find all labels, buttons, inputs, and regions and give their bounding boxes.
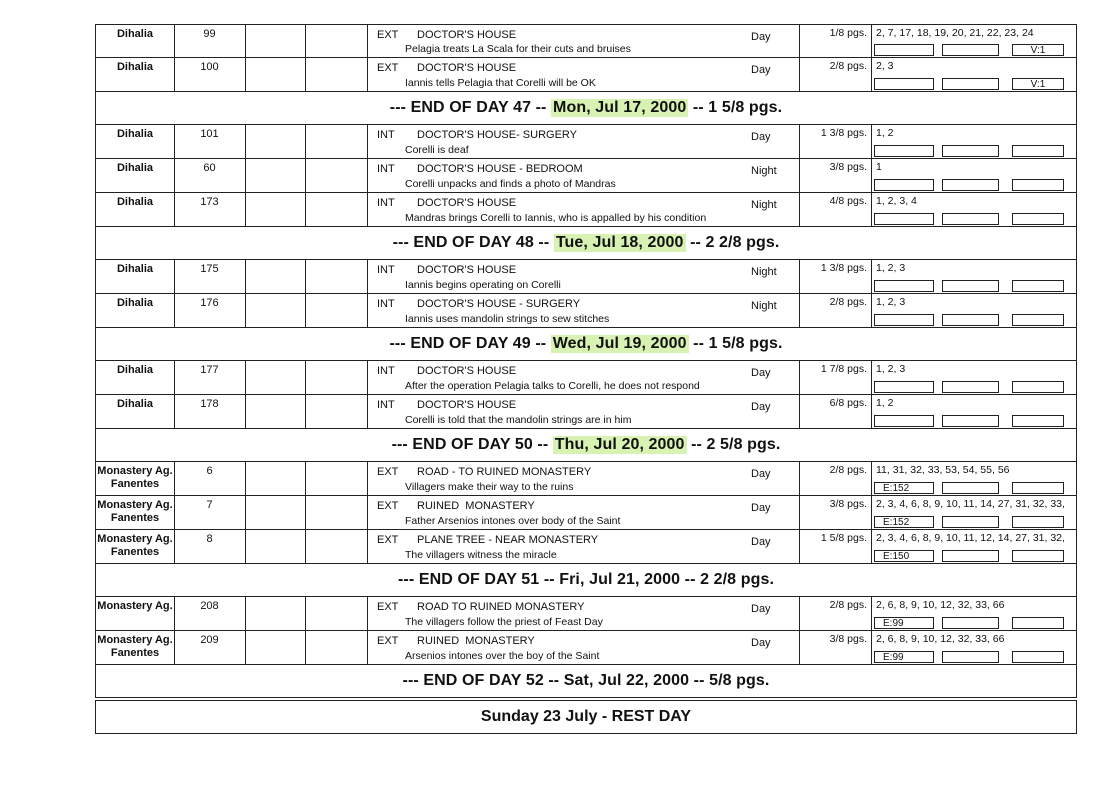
- scene-pages: 4/8 pgs.: [829, 195, 867, 207]
- column-divider: [305, 193, 306, 226]
- end-of-day-label: --- END OF DAY 51 --: [398, 571, 560, 588]
- scene-cast-ids: 2, 6, 8, 9, 10, 12, 32, 33, 66: [876, 633, 1005, 645]
- end-of-day-banner: [95, 665, 1077, 698]
- scene-cast-ids: 2, 3, 4, 6, 8, 9, 10, 11, 12, 14, 27, 31, 32,: [876, 532, 1065, 544]
- scene-int-ext: EXT: [377, 601, 399, 613]
- column-divider: [871, 159, 872, 192]
- scene-day-night: Day: [751, 367, 771, 379]
- empty-box: [942, 179, 999, 191]
- stripboard-schedule: [95, 24, 1077, 734]
- scene-description: Iannis uses mandolin strings to sew stitches: [405, 313, 610, 325]
- scene-number: 176: [200, 297, 219, 309]
- scene-int-ext: EXT: [377, 466, 399, 478]
- extras-box: [874, 280, 934, 292]
- scene-day-night: Day: [751, 401, 771, 413]
- column-divider: [305, 125, 306, 158]
- extras-box: E:152: [874, 482, 934, 494]
- end-of-day-date: Mon, Jul 17, 2000: [553, 99, 687, 116]
- column-divider: [871, 58, 872, 91]
- scene-int-ext: EXT: [377, 635, 399, 647]
- column-divider: [367, 395, 368, 428]
- scene-description: Mandras brings Corelli to Iannis, who is appalled by his condition: [405, 212, 707, 224]
- column-divider: [367, 597, 368, 630]
- column-divider: [245, 58, 246, 91]
- extras-box: E:150: [874, 550, 934, 562]
- column-divider: [305, 361, 306, 394]
- scene-set: Dihalia: [116, 398, 154, 410]
- scene-description: Villagers make their way to the ruins: [405, 481, 574, 493]
- column-divider: [245, 496, 246, 529]
- column-divider: [305, 58, 306, 91]
- scene-strip[interactable]: [95, 159, 1077, 193]
- scene-set: Monastery Ag. Fanentes: [97, 499, 173, 524]
- column-divider: [245, 260, 246, 293]
- rest-day-banner: Sunday 23 July - REST DAY: [95, 700, 1077, 734]
- column-divider: [245, 125, 246, 158]
- empty-box: [942, 482, 999, 494]
- scene-pages: 1 3/8 pgs.: [820, 127, 867, 139]
- scene-strip[interactable]: [95, 462, 1077, 496]
- scene-day-night: Day: [751, 603, 771, 615]
- scene-pages: 1 7/8 pgs.: [820, 363, 867, 375]
- scene-strip[interactable]: [95, 24, 1077, 58]
- scene-pages: 2/8 pgs.: [829, 464, 867, 476]
- scene-int-ext: EXT: [377, 62, 399, 74]
- extras-box: [874, 44, 934, 56]
- empty-box: [942, 516, 999, 528]
- scene-day-night: Night: [751, 266, 777, 278]
- empty-box: [942, 415, 999, 427]
- end-of-day-banner: [95, 227, 1077, 260]
- column-divider: [871, 496, 872, 529]
- scene-location: DOCTOR'S HOUSE: [417, 399, 517, 411]
- column-divider: [245, 530, 246, 563]
- scene-location: DOCTOR'S HOUSE: [417, 264, 517, 276]
- scene-description: Arsenios intones over the boy of the Saint: [405, 650, 600, 662]
- scene-number: 60: [203, 162, 216, 174]
- scene-cast-ids: 2, 3: [876, 60, 894, 72]
- empty-box: [942, 617, 999, 629]
- scene-location: DOCTOR'S HOUSE - BEDROOM: [417, 163, 583, 175]
- scene-day-night: Night: [751, 165, 777, 177]
- extras-box: E:99: [874, 617, 934, 629]
- scene-number: 178: [200, 398, 219, 410]
- empty-box: [942, 550, 999, 562]
- column-divider: [305, 395, 306, 428]
- extras-box: [874, 415, 934, 427]
- scene-int-ext: INT: [377, 129, 395, 141]
- scene-cast-ids: 1, 2: [876, 127, 894, 139]
- vehicles-box: [1012, 145, 1064, 157]
- end-of-day-banner: [95, 429, 1077, 462]
- scene-location: RUINED MONASTERY: [417, 500, 535, 512]
- scene-int-ext: EXT: [377, 29, 399, 41]
- scene-cast-ids: 11, 31, 32, 33, 53, 54, 55, 56: [876, 464, 1010, 476]
- extras-box: E:152: [874, 516, 934, 528]
- end-of-day-pages: -- 2 5/8 pgs.: [686, 436, 781, 453]
- scene-int-ext: EXT: [377, 534, 399, 546]
- scene-set: Dihalia: [116, 162, 154, 174]
- scene-number: 8: [206, 533, 213, 545]
- scene-day-night: Day: [751, 502, 771, 514]
- end-of-day-pages: -- 1 5/8 pgs.: [688, 335, 783, 352]
- scene-day-night: Night: [751, 300, 777, 312]
- column-divider: [245, 159, 246, 192]
- scene-pages: 2/8 pgs.: [829, 599, 867, 611]
- scene-int-ext: EXT: [377, 500, 399, 512]
- scene-description: The villagers follow the priest of Feast Day: [405, 616, 603, 628]
- column-divider: [305, 159, 306, 192]
- scene-number: 7: [206, 499, 213, 511]
- end-of-day-date: Fri, Jul 21, 2000: [559, 571, 681, 588]
- scene-pages: 1/8 pgs.: [829, 27, 867, 39]
- extras-box: E:99: [874, 651, 934, 663]
- scene-location: DOCTOR'S HOUSE: [417, 29, 517, 41]
- scene-pages: 3/8 pgs.: [829, 498, 867, 510]
- end-of-day-label: --- END OF DAY 49 --: [389, 335, 551, 352]
- scene-day-night: Day: [751, 468, 771, 480]
- scene-description: Corelli is told that the mandolin strings are in him: [405, 414, 632, 426]
- extras-box: [874, 145, 934, 157]
- column-divider: [367, 193, 368, 226]
- scene-strip[interactable]: [95, 361, 1077, 395]
- column-divider: [367, 260, 368, 293]
- scene-pages: 2/8 pgs.: [829, 60, 867, 72]
- vehicles-box: [1012, 617, 1064, 629]
- empty-box: [942, 44, 999, 56]
- scene-set: Dihalia: [116, 196, 154, 208]
- vehicles-box: [1012, 213, 1064, 225]
- column-divider: [245, 597, 246, 630]
- column-divider: [871, 260, 872, 293]
- end-of-day-label: --- END OF DAY 47 --: [389, 99, 552, 116]
- scene-location: DOCTOR'S HOUSE - SURGERY: [417, 298, 581, 310]
- scene-location: PLANE TREE - NEAR MONASTERY: [417, 534, 599, 546]
- end-of-day-date: Sat, Jul 22, 2000: [563, 672, 690, 689]
- vehicles-box: [1012, 651, 1064, 663]
- empty-box: [942, 213, 999, 225]
- column-divider: [305, 462, 306, 495]
- scene-pages: 6/8 pgs.: [829, 397, 867, 409]
- column-divider: [367, 294, 368, 327]
- scene-cast-ids: 2, 6, 8, 9, 10, 12, 32, 33, 66: [876, 599, 1005, 611]
- column-divider: [245, 25, 246, 57]
- extras-box: [874, 213, 934, 225]
- scene-day-night: Day: [751, 31, 771, 43]
- scene-number: 99: [203, 28, 216, 40]
- column-divider: [871, 25, 872, 57]
- scene-strip[interactable]: [95, 597, 1077, 631]
- column-divider: [871, 530, 872, 563]
- column-divider: [367, 361, 368, 394]
- scene-number: 175: [200, 263, 219, 275]
- column-divider: [871, 294, 872, 327]
- end-of-day-date: Wed, Jul 19, 2000: [552, 335, 687, 352]
- scene-pages: 3/8 pgs.: [829, 161, 867, 173]
- vehicles-box: V:1: [1012, 44, 1064, 56]
- scene-description: After the operation Pelagia talks to Corelli, he does not respond: [405, 380, 700, 392]
- empty-box: [942, 381, 999, 393]
- column-divider: [245, 462, 246, 495]
- scene-description: Corelli is deaf: [405, 144, 469, 156]
- end-of-day-pages: -- 2 2/8 pgs.: [680, 571, 774, 588]
- empty-box: [942, 651, 999, 663]
- column-divider: [367, 25, 368, 57]
- scene-strip[interactable]: [95, 631, 1077, 665]
- column-divider: [245, 395, 246, 428]
- scene-pages: 2/8 pgs.: [829, 296, 867, 308]
- column-divider: [245, 294, 246, 327]
- end-of-day-date: Thu, Jul 20, 2000: [554, 436, 685, 453]
- scene-set: Monastery Ag. Fanentes: [97, 533, 173, 558]
- scene-strip[interactable]: [95, 260, 1077, 294]
- scene-set: Dihalia: [116, 128, 154, 140]
- scene-description: Pelagia treats La Scala for their cuts and bruises: [405, 43, 631, 55]
- end-of-day-pages: -- 1 5/8 pgs.: [688, 99, 783, 116]
- scene-cast-ids: 1, 2, 3: [876, 262, 906, 274]
- column-divider: [367, 159, 368, 192]
- scene-strip[interactable]: [95, 395, 1077, 429]
- column-divider: [305, 631, 306, 664]
- empty-box: [942, 314, 999, 326]
- empty-box: [942, 78, 999, 90]
- column-divider: [367, 496, 368, 529]
- column-divider: [367, 462, 368, 495]
- scene-pages: 1 3/8 pgs.: [820, 262, 867, 274]
- scene-day-night: Day: [751, 64, 771, 76]
- end-of-day-pages: -- 2 2/8 pgs.: [685, 234, 780, 251]
- column-divider: [245, 361, 246, 394]
- scene-number: 100: [200, 61, 219, 73]
- scene-location: DOCTOR'S HOUSE: [417, 365, 517, 377]
- vehicles-box: [1012, 179, 1064, 191]
- scene-cast-ids: 2, 3, 4, 6, 8, 9, 10, 11, 14, 27, 31, 32, 33,: [876, 498, 1065, 510]
- scene-location: RUINED MONASTERY: [417, 635, 535, 647]
- scene-set: Dihalia: [116, 297, 154, 309]
- empty-box: [942, 280, 999, 292]
- column-divider: [367, 58, 368, 91]
- scene-day-night: Day: [751, 536, 771, 548]
- vehicles-box: [1012, 314, 1064, 326]
- vehicles-box: V:1: [1012, 78, 1064, 90]
- scene-location: ROAD - TO RUINED MONASTERY: [417, 466, 592, 478]
- scene-set: Dihalia: [116, 364, 154, 376]
- scene-strip[interactable]: [95, 294, 1077, 328]
- end-of-day-banner: [95, 564, 1077, 597]
- scene-description: Father Arsenios intones over body of the Saint: [405, 515, 621, 527]
- scene-set: Dihalia: [116, 263, 154, 275]
- column-divider: [305, 530, 306, 563]
- scene-cast-ids: 1: [876, 161, 882, 173]
- column-divider: [367, 631, 368, 664]
- scene-day-night: Night: [751, 199, 777, 211]
- column-divider: [871, 361, 872, 394]
- scene-cast-ids: 1, 2, 3, 4: [876, 195, 917, 207]
- vehicles-box: [1012, 381, 1064, 393]
- end-of-day-label: --- END OF DAY 52 --: [402, 672, 564, 689]
- scene-description: Iannis begins operating on Corelli: [405, 279, 561, 291]
- scene-pages: 1 5/8 pgs.: [820, 532, 867, 544]
- scene-number: 101: [200, 128, 219, 140]
- scene-location: DOCTOR'S HOUSE: [417, 62, 517, 74]
- scene-day-night: Day: [751, 637, 771, 649]
- extras-box: [874, 314, 934, 326]
- vehicles-box: [1012, 280, 1064, 292]
- scene-set: Monastery Ag. Fanentes: [97, 634, 173, 659]
- end-of-day-banner: [95, 92, 1077, 125]
- scene-description: Iannis tells Pelagia that Corelli will be OK: [405, 77, 596, 89]
- vehicles-box: [1012, 415, 1064, 427]
- column-divider: [367, 125, 368, 158]
- scene-location: DOCTOR'S HOUSE: [417, 197, 517, 209]
- vehicles-box: [1012, 550, 1064, 562]
- scene-number: 177: [200, 364, 219, 376]
- scene-strip[interactable]: [95, 496, 1077, 530]
- column-divider: [305, 294, 306, 327]
- scene-set: Dihalia: [116, 28, 154, 40]
- scene-int-ext: INT: [377, 163, 395, 175]
- column-divider: [305, 260, 306, 293]
- column-divider: [871, 125, 872, 158]
- extras-box: [874, 78, 934, 90]
- scene-number: 6: [206, 465, 213, 477]
- column-divider: [245, 193, 246, 226]
- end-of-day-label: --- END OF DAY 48 --: [392, 234, 554, 251]
- scene-strip[interactable]: [95, 58, 1077, 92]
- scene-int-ext: INT: [377, 298, 395, 310]
- scene-int-ext: INT: [377, 264, 395, 276]
- scene-set: Dihalia: [116, 61, 154, 73]
- end-of-day-label: --- END OF DAY 50 --: [391, 436, 553, 453]
- column-divider: [871, 193, 872, 226]
- scene-pages: 3/8 pgs.: [829, 633, 867, 645]
- column-divider: [305, 597, 306, 630]
- scene-day-night: Day: [751, 131, 771, 143]
- scene-location: ROAD TO RUINED MONASTERY: [417, 601, 585, 613]
- column-divider: [871, 631, 872, 664]
- column-divider: [871, 395, 872, 428]
- scene-int-ext: INT: [377, 399, 395, 411]
- scene-cast-ids: 2, 7, 17, 18, 19, 20, 21, 22, 23, 24: [876, 27, 1034, 39]
- extras-box: [874, 179, 934, 191]
- extras-box: [874, 381, 934, 393]
- scene-description: The villagers witness the miracle: [405, 549, 557, 561]
- scene-location: DOCTOR'S HOUSE- SURGERY: [417, 129, 577, 141]
- scene-set: Monastery Ag. Fanentes: [97, 465, 173, 490]
- scene-number: 173: [200, 196, 219, 208]
- end-of-day-pages: -- 5/8 pgs.: [689, 672, 770, 689]
- scene-set: Monastery Ag.: [97, 600, 173, 612]
- scene-description: Corelli unpacks and finds a photo of Mandras: [405, 178, 616, 190]
- end-of-day-banner: [95, 328, 1077, 361]
- column-divider: [871, 462, 872, 495]
- end-of-day-date: Tue, Jul 18, 2000: [555, 234, 684, 251]
- scene-int-ext: INT: [377, 197, 395, 209]
- scene-cast-ids: 1, 2, 3: [876, 296, 906, 308]
- scene-int-ext: INT: [377, 365, 395, 377]
- scene-number: 209: [200, 634, 219, 646]
- scene-strip[interactable]: [95, 193, 1077, 227]
- vehicles-box: [1012, 482, 1064, 494]
- column-divider: [871, 597, 872, 630]
- column-divider: [245, 631, 246, 664]
- vehicles-box: [1012, 516, 1064, 528]
- scene-number: 208: [200, 600, 219, 612]
- column-divider: [305, 496, 306, 529]
- column-divider: [367, 530, 368, 563]
- scene-strip[interactable]: [95, 125, 1077, 159]
- scene-cast-ids: 1, 2, 3: [876, 363, 906, 375]
- column-divider: [305, 25, 306, 57]
- empty-box: [942, 145, 999, 157]
- scene-cast-ids: 1, 2: [876, 397, 894, 409]
- scene-strip[interactable]: [95, 530, 1077, 564]
